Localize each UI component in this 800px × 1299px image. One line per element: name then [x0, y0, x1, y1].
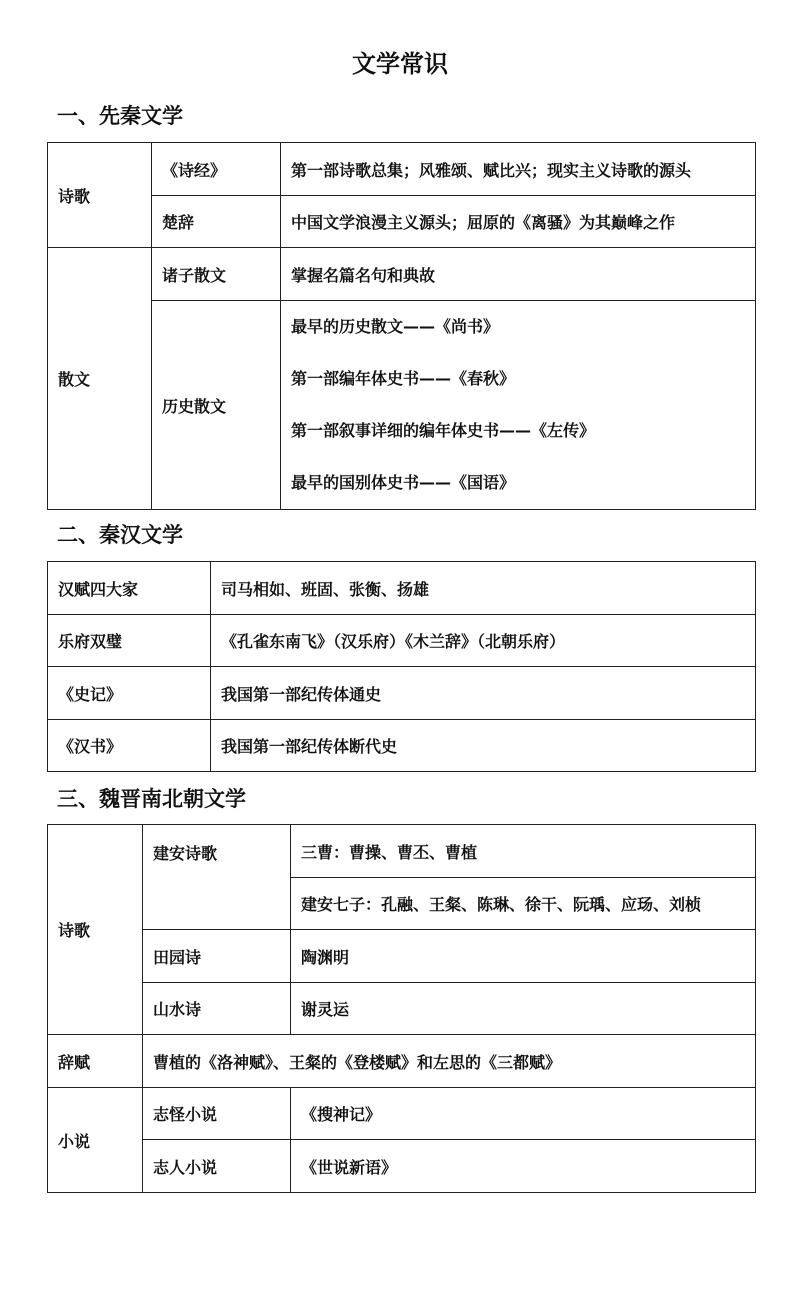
value-zhiren-novel: 《世说新语》 [291, 1140, 756, 1193]
row-label: 《史记》 [48, 667, 211, 720]
jianan-three-cao: 三曹：曹操、曹丕、曹植 [291, 825, 756, 878]
history-line: 最早的历史散文——《尚书》 [291, 317, 500, 336]
item-history-prose: 历史散文 [152, 301, 281, 510]
section-heading-qin-han: 二、秦汉文学 [57, 523, 183, 547]
item-zhuzi-prose: 诸子散文 [152, 248, 281, 301]
wei-jin-table [47, 824, 756, 1193]
row-label: 《汉书》 [48, 720, 211, 772]
desc-zhuzi-prose: 掌握名篇名句和典故 [281, 248, 756, 301]
item-zhiguai-novel: 志怪小说 [143, 1088, 291, 1140]
pre-qin-table [47, 142, 756, 510]
desc-chuci: 中国文学浪漫主义源头；屈原的《离骚》为其巅峰之作 [281, 196, 756, 248]
row-value: 司马相如、班固、张衡、扬雄 [211, 562, 756, 615]
row-value: 我国第一部纪传体通史 [211, 667, 756, 720]
category-prose: 散文 [48, 248, 152, 510]
item-jianan-poetry: 建安诗歌 [143, 825, 291, 930]
item-zhiren-novel: 志人小说 [143, 1140, 291, 1193]
history-line: 第一部编年体史书——《春秋》 [291, 369, 516, 388]
section-heading-wei-jin: 三、魏晋南北朝文学 [57, 787, 246, 811]
history-line: 第一部叙事详细的编年体史书——《左传》 [291, 421, 596, 440]
item-pastoral-poetry: 田园诗 [143, 930, 291, 983]
page-title: 文学常识 [352, 50, 448, 78]
desc-shijing: 第一部诗歌总集；风雅颂、赋比兴；现实主义诗歌的源头 [281, 143, 756, 196]
row-value: 我国第一部纪传体断代史 [211, 720, 756, 772]
row-value: 《孔雀东南飞》（汉乐府）《木兰辞》（北朝乐府） [211, 615, 756, 667]
qin-han-table [47, 561, 756, 772]
history-prose-list [281, 301, 756, 510]
category-poetry: 诗歌 [48, 143, 152, 248]
row-label: 汉赋四大家 [48, 562, 211, 615]
row-label: 乐府双璧 [48, 615, 211, 667]
item-landscape-poetry: 山水诗 [143, 983, 291, 1035]
jianan-seven-scholars: 建安七子：孔融、王粲、陈琳、徐干、阮瑀、应玚、刘桢 [291, 878, 756, 930]
item-chuci: 楚辞 [152, 196, 281, 248]
value-cifu: 曹植的《洛神赋》、王粲的《登楼赋》和左思的《三都赋》 [143, 1035, 756, 1088]
category-poetry: 诗歌 [48, 825, 143, 1035]
value-landscape-poetry: 谢灵运 [291, 983, 756, 1035]
history-line: 最早的国别体史书——《国语》 [291, 473, 516, 492]
category-cifu: 辞赋 [48, 1035, 143, 1088]
value-pastoral-poetry: 陶渊明 [291, 930, 756, 983]
value-zhiguai-novel: 《搜神记》 [291, 1088, 756, 1140]
section-heading-pre-qin: 一、先秦文学 [57, 104, 183, 128]
item-shijing: 《诗经》 [152, 143, 281, 196]
category-novel: 小说 [48, 1088, 143, 1193]
